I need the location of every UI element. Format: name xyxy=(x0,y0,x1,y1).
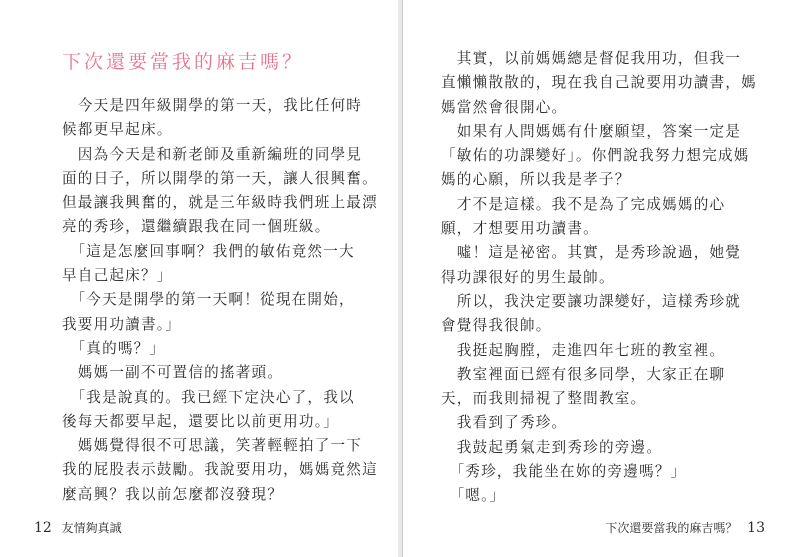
text-line: 但最讓我興奮的，就是三年級時我們班上最漂 xyxy=(62,194,378,212)
text-line: 天，而我則掃視了整間教室。 xyxy=(441,390,647,408)
left-page-body xyxy=(62,94,378,507)
text-line: 亮的秀珍，還繼續跟我在同一個班級。 xyxy=(62,218,331,236)
text-line: 我看到了秀珍。 xyxy=(441,414,568,432)
text-line: 面的日子，所以開學的第一天，讓人很興奮。 xyxy=(62,169,378,187)
text-line: 「真的嗎？」 xyxy=(62,339,166,357)
text-line: 麼高興？我以前怎麼都沒發現？ xyxy=(62,485,284,503)
text-line: 得功課很好的男生最帥。 xyxy=(441,268,615,286)
text-line: 所以，我決定要讓功課變好，這樣秀珍就 xyxy=(441,292,742,310)
text-line: 「秀珍，我能坐在妳的旁邊嗎？」 xyxy=(441,463,687,481)
page-number: 12 xyxy=(34,520,52,536)
text-line: 今天是四年級開學的第一天，我比任何時 xyxy=(62,97,363,114)
text-line: 媽媽覺得很不可思議，笑著輕輕拍了一下 xyxy=(62,437,363,455)
text-line: 「我是說真的。我已經下定決心了，我以 xyxy=(62,388,355,406)
running-head: 友情夠真誠 xyxy=(61,521,122,535)
text-line: 「敏佑的功課變好」。你們說我努力想完成媽 xyxy=(441,147,750,165)
text-line: 才不是這樣。我不是為了完成媽媽的心 xyxy=(441,195,726,213)
text-line: 媽當然會很開心。 xyxy=(441,98,568,116)
left-page-footer xyxy=(34,519,122,536)
text-line: 我的屁股表示鼓勵。我說要用功，媽媽竟然這 xyxy=(62,461,378,479)
page-number: 13 xyxy=(747,520,765,536)
text-line: 如果有人問媽媽有什麼願望，答案一定是 xyxy=(441,122,742,140)
text-line: 願，才想要用功讀書。 xyxy=(441,220,599,238)
text-line: 我要用功讀書。」 xyxy=(62,315,182,333)
text-line: 其實，以前媽媽總是督促我用功，但我一 xyxy=(441,50,742,67)
text-line: 噓！這是祕密。其實，是秀珍說過，她覺 xyxy=(441,244,742,262)
right-page-body xyxy=(441,47,761,509)
text-line: 後每天都要早起，還要比以前更用功。」 xyxy=(62,412,339,430)
text-line: 媽的心願，所以我是孝子？ xyxy=(441,171,631,189)
text-line: 我鼓起勇氣走到秀珍的旁邊。 xyxy=(441,438,663,456)
text-line: 候都更早起床。 xyxy=(62,121,173,139)
text-line: 早自己起床？」 xyxy=(62,267,173,285)
text-line: 我挺起胸膛，走進四年七班的教室裡。 xyxy=(441,341,726,359)
text-line: 「這是怎麼回事啊？我們的敏佑竟然一大 xyxy=(62,242,355,260)
chapter-title: 下次還要當我的麻吉嗎？ xyxy=(62,51,305,73)
text-line: 因為今天是和新老師及重新編班的同學見 xyxy=(62,145,363,163)
text-line: 「今天是開學的第一天啊！從現在開始， xyxy=(62,291,355,309)
text-line: 直懶懶散散的，現在我自己說要用功讀書，媽 xyxy=(441,74,757,92)
text-line: 會覺得我很帥。 xyxy=(441,317,552,335)
text-line: 「嗯。」 xyxy=(441,487,506,505)
left-page xyxy=(0,0,399,557)
text-line: 媽媽一副不可置信的搖著頭。 xyxy=(62,364,284,382)
running-head: 下次還要當我的麻吉嗎？ xyxy=(605,521,738,535)
right-page xyxy=(402,0,800,557)
right-page-footer xyxy=(605,519,765,536)
text-line: 教室裡面已經有很多同學，大家正在聊 xyxy=(441,365,726,383)
